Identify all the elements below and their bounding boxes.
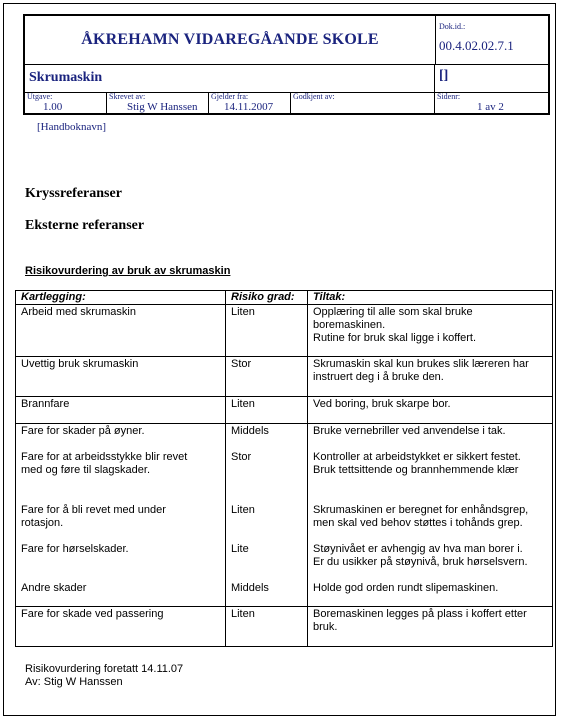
tiltak-line: Skrumaskinen er beregnet for enhåndsgrep,	[313, 503, 529, 516]
tiltak-line: Er du usikker på støynivå, bruk hørselsvern.	[313, 555, 528, 568]
heading-kryssreferanser: Kryssreferanser	[25, 186, 122, 201]
gjelder-cell	[209, 92, 291, 113]
risk-table-header	[16, 291, 553, 305]
sider-value: 1 av 2	[477, 101, 504, 113]
cell-grad: Middels	[226, 424, 308, 450]
heading-eksterne-referanser: Eksterne referanser	[25, 218, 145, 233]
utgave-cell	[25, 92, 107, 113]
table-row	[16, 357, 553, 397]
tiltak-line: bruk.	[313, 621, 338, 633]
table-row	[16, 450, 553, 503]
cell-kartlegging: Andre skader	[16, 581, 226, 607]
cell-tiltak	[308, 607, 553, 647]
tiltak-line: instruert deg i å bruke den.	[313, 371, 444, 383]
godkjent-cell	[291, 92, 435, 113]
table-row	[16, 424, 553, 450]
cell-kartlegging: Fare for skade ved passering	[16, 607, 226, 647]
kart-line: Fare for at arbeidsstykke blir revet	[21, 450, 188, 463]
tiltak-line: Ved boring, bruk skarpe bor.	[313, 398, 451, 410]
tiltak-line: Kontroller at arbeidstykket er sikkert festet.	[313, 450, 521, 463]
tiltak-line: Holde god orden rundt slipemaskinen.	[313, 581, 499, 594]
table-row	[16, 542, 553, 581]
cell-grad: Stor	[226, 450, 308, 503]
col-kartlegging: Kartlegging:	[16, 291, 226, 305]
table-row	[16, 607, 553, 647]
cell-kartlegging	[16, 450, 226, 503]
godkjent-label: Godkjent av:	[293, 92, 335, 101]
skrevet-value: Stig W Hanssen	[127, 101, 198, 113]
tiltak-line: Boremaskinen legges på plass i koffert etter	[313, 608, 527, 620]
doc-id-value: 00.4.02.02.7.1	[439, 38, 514, 53]
kart-line: med og føre til slagskader.	[21, 463, 151, 476]
cell-grad: Liten	[226, 607, 308, 647]
document-title: Skrumaskin	[25, 64, 435, 92]
document-page	[3, 3, 556, 716]
title-bracket: []	[439, 68, 449, 83]
cell-tiltak	[308, 450, 553, 503]
risk-table	[15, 290, 553, 647]
cell-grad: Liten	[226, 503, 308, 542]
col-tiltak: Tiltak:	[308, 291, 553, 305]
table-row	[16, 397, 553, 424]
cell-kartlegging: Brannfare	[16, 397, 226, 424]
doc-id-label: Dok.id.:	[439, 22, 466, 31]
tiltak-line: boremaskinen.	[313, 319, 386, 331]
tiltak-line: Rutine for bruk skal ligge i koffert.	[313, 332, 477, 344]
gjelder-value: 14.11.2007	[224, 101, 274, 113]
tiltak-line: Støynivået er avhengig av hva man borer i.	[313, 542, 523, 555]
cell-tiltak	[308, 542, 553, 581]
utgave-value: 1.00	[43, 101, 63, 113]
cell-tiltak	[308, 397, 553, 424]
cell-grad: Middels	[226, 581, 308, 607]
cell-tiltak	[308, 305, 553, 357]
heading-risikovurdering: Risikovurdering av bruk av skrumaskin	[25, 265, 231, 277]
table-row	[16, 305, 553, 357]
kart-line: rotasjon.	[21, 516, 64, 529]
cell-grad: Liten	[226, 397, 308, 424]
cell-kartlegging: Arbeid med skrumaskin	[16, 305, 226, 357]
cell-grad: Lite	[226, 542, 308, 581]
col-risiko-grad: Risiko grad:	[226, 291, 308, 305]
tiltak-line: Bruk tettsittende og brannhemmende klær	[313, 463, 519, 476]
table-row	[16, 503, 553, 542]
footer-author: Av: Stig W Hanssen	[25, 676, 123, 688]
cell-grad: Stor	[226, 357, 308, 397]
cell-tiltak	[308, 503, 553, 542]
tiltak-line: Bruke vernebriller ved anvendelse i tak.	[313, 425, 506, 437]
cell-tiltak	[308, 581, 553, 607]
footer-date: Risikovurdering foretatt 14.11.07	[25, 663, 184, 675]
document-header	[23, 14, 550, 115]
school-name: ÅKREHAMN VIDAREGÅANDE SKOLE	[25, 16, 436, 64]
cell-kartlegging	[16, 503, 226, 542]
doc-id-cell	[435, 16, 548, 64]
kart-line: Fare for å bli revet med under	[21, 503, 166, 516]
cell-kartlegging: Fare for skader på øyner.	[16, 424, 226, 450]
tiltak-line: Opplæring til alle som skal bruke	[313, 306, 473, 318]
sider-label: Sidenr:	[437, 92, 461, 101]
table-row	[16, 581, 553, 607]
footer-note	[25, 663, 183, 689]
cell-tiltak	[308, 424, 553, 450]
skrevet-cell	[107, 92, 209, 113]
skrevet-label: Skrevet av:	[109, 92, 146, 101]
sider-cell	[435, 92, 548, 113]
utgave-label: Utgave:	[27, 92, 53, 101]
gjelder-label: Gjelder fra:	[211, 92, 249, 101]
cell-kartlegging: Fare for hørselskader.	[16, 542, 226, 581]
cell-tiltak	[308, 357, 553, 397]
cell-kartlegging: Uvettig bruk skrumaskin	[16, 357, 226, 397]
cell-grad: Liten	[226, 305, 308, 357]
tiltak-line: Skrumaskin skal kun brukes slik læreren har	[313, 358, 529, 370]
tiltak-line: men skal ved behov støttes i tohånds grep.	[313, 516, 523, 529]
handboknavn: [Handboknavn]	[37, 121, 107, 133]
